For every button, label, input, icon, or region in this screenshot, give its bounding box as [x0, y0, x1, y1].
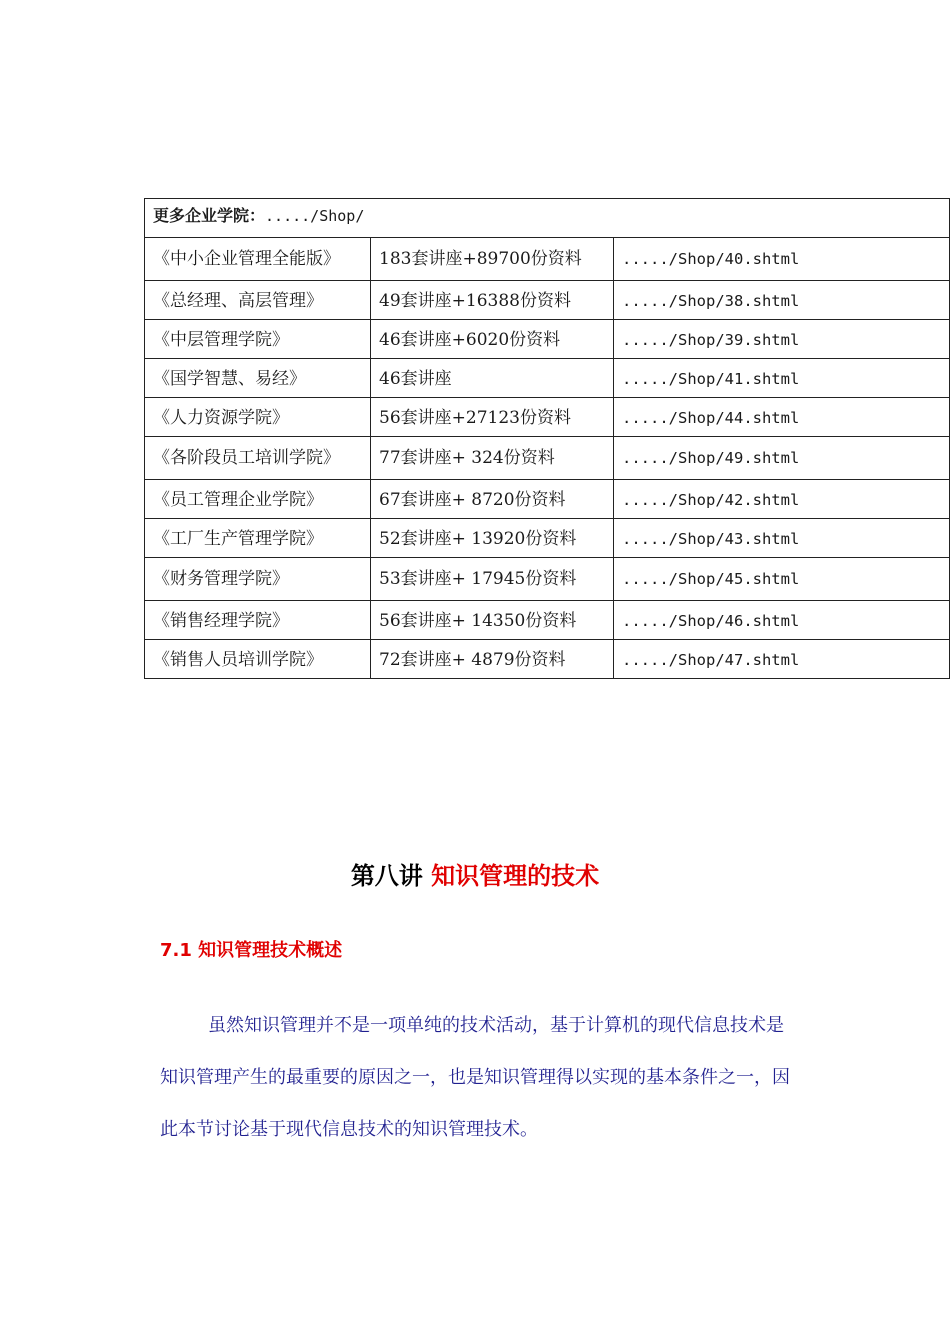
row-name: 《各阶段员工培训学院》 [145, 437, 371, 480]
header-url[interactable]: ...../Shop/ [265, 207, 365, 225]
table-row [145, 437, 950, 480]
table-row [145, 480, 950, 519]
row-url[interactable]: ...../Shop/40.shtml [614, 238, 950, 281]
lecture-topic: 知识管理的技术 [431, 862, 600, 890]
table-row [145, 320, 950, 359]
table-row [145, 640, 950, 679]
table-header-cell [145, 199, 950, 238]
row-desc: 77套讲座+ 324份资料 [371, 437, 614, 480]
row-desc: 56套讲座+ 14350份资料 [371, 601, 614, 640]
row-url[interactable]: ...../Shop/39.shtml [614, 320, 950, 359]
row-name: 《总经理、高层管理》 [145, 281, 371, 320]
row-url[interactable]: ...../Shop/49.shtml [614, 437, 950, 480]
header-label: 更多企业学院： [153, 206, 266, 225]
table-row [145, 558, 950, 601]
row-desc: 72套讲座+ 4879份资料 [371, 640, 614, 679]
row-name: 《销售人员培训学院》 [145, 640, 371, 679]
row-name: 《中小企业管理全能版》 [145, 238, 371, 281]
row-desc: 183套讲座+89700份资料 [371, 238, 614, 281]
body-paragraph: 虽然知识管理并不是一项单纯的技术活动，基于计算机的现代信息技术是知识管理产生的最重要的原因之一，也是知识管理得以实现的基本条件之一，因此本节讨论基于现代信息技术的知识管理技术。 [160, 1015, 790, 1140]
table-row [145, 398, 950, 437]
row-name: 《员工管理企业学院》 [145, 480, 371, 519]
row-desc: 46套讲座 [371, 359, 614, 398]
row-name: 《人力资源学院》 [145, 398, 371, 437]
table-row [145, 238, 950, 281]
row-desc: 53套讲座+ 17945份资料 [371, 558, 614, 601]
row-name: 《财务管理学院》 [145, 558, 371, 601]
row-url[interactable]: ...../Shop/45.shtml [614, 558, 950, 601]
row-name: 《国学智慧、易经》 [145, 359, 371, 398]
table-row [145, 281, 950, 320]
row-url[interactable]: ...../Shop/41.shtml [614, 359, 950, 398]
row-url[interactable]: ...../Shop/38.shtml [614, 281, 950, 320]
row-desc: 46套讲座+6020份资料 [371, 320, 614, 359]
row-name: 《中层管理学院》 [145, 320, 371, 359]
row-desc: 56套讲座+27123份资料 [371, 398, 614, 437]
row-url[interactable]: ...../Shop/43.shtml [614, 519, 950, 558]
row-url[interactable]: ...../Shop/47.shtml [614, 640, 950, 679]
row-name: 《工厂生产管理学院》 [145, 519, 371, 558]
table-header-row [145, 199, 950, 238]
table-row [145, 519, 950, 558]
row-url[interactable]: ...../Shop/46.shtml [614, 601, 950, 640]
lecture-number: 第八讲 [350, 862, 423, 890]
row-desc: 67套讲座+ 8720份资料 [371, 480, 614, 519]
section-heading: 7.1 知识管理技术概述 [160, 940, 343, 961]
row-url[interactable]: ...../Shop/42.shtml [614, 480, 950, 519]
row-desc: 52套讲座+ 13920份资料 [371, 519, 614, 558]
lecture-title [0, 856, 950, 891]
row-name: 《销售经理学院》 [145, 601, 371, 640]
table-row [145, 601, 950, 640]
table-row [145, 359, 950, 398]
academy-catalog-table [144, 198, 950, 679]
row-url[interactable]: ...../Shop/44.shtml [614, 398, 950, 437]
row-desc: 49套讲座+16388份资料 [371, 281, 614, 320]
